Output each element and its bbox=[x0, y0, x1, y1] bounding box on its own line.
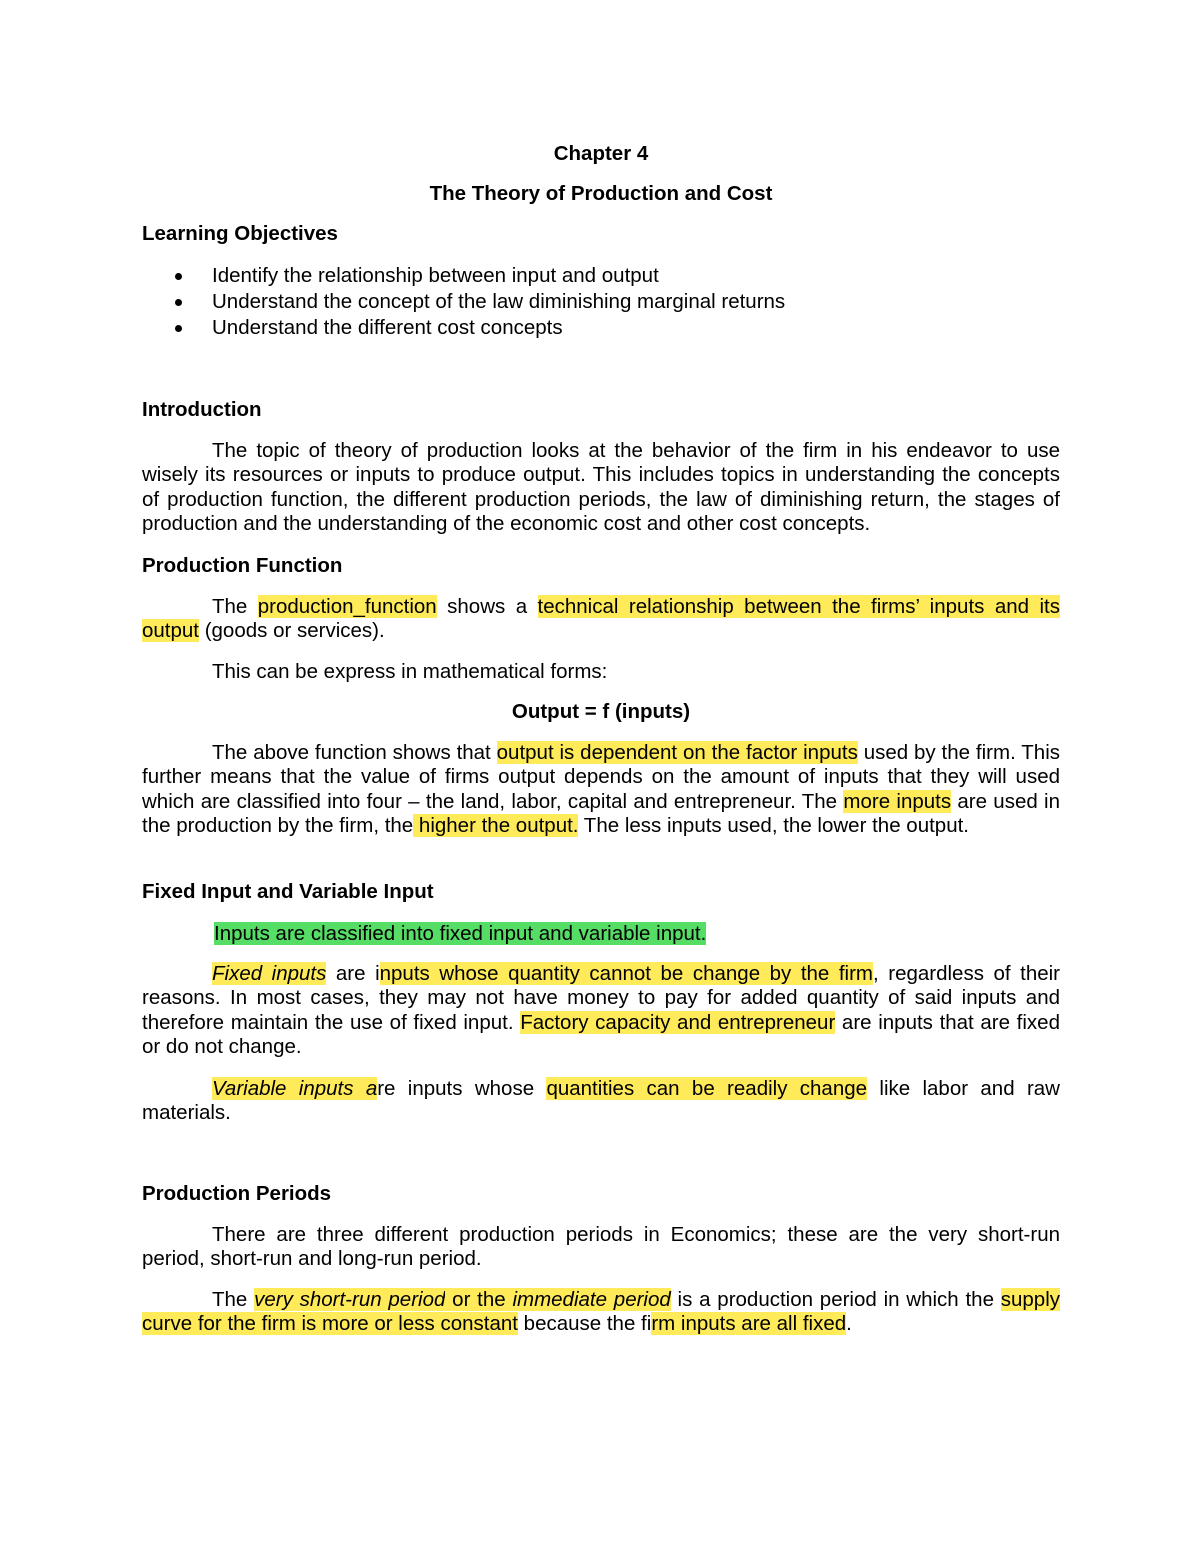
objective-item: Understand the concept of the law diminishing marginal returns bbox=[142, 289, 1060, 315]
document-title: The Theory of Production and Cost bbox=[429, 182, 773, 205]
introduction-paragraph: The topic of theory of production looks at the behavior of the firm in his endeavor to use wisely its resources or inputs to produce output. This includes topics in understanding the concepts of production function, the different production periods, the law of diminishing return, the stages of production and the understanding of the economic cost and other cost concepts. bbox=[142, 439, 1060, 536]
production-periods-heading: Production Periods bbox=[142, 1182, 332, 1205]
bullet-icon bbox=[175, 325, 182, 332]
variable-inputs-paragraph: Variable inputs are inputs whose quantities can be readily change like labor and raw materials. bbox=[142, 1077, 1060, 1125]
objective-item: Identify the relationship between input and output bbox=[142, 263, 1060, 289]
fixed-variable-heading: Fixed Input and Variable Input bbox=[142, 880, 434, 903]
very-short-run-paragraph: The very short-run period or the immediate period is a production period in which the supply curve for the firm is more or less constant because the firm inputs are all fixed. bbox=[142, 1288, 1061, 1336]
production-function-definition: The production_function shows a technical relationship between the firms’ inputs and its output (goods or services). bbox=[142, 595, 1060, 643]
introduction-heading: Introduction bbox=[142, 398, 262, 421]
production-function-heading: Production Function bbox=[142, 554, 343, 577]
learning-objectives-list bbox=[142, 263, 1060, 341]
fixed-inputs-paragraph: Fixed inputs are inputs whose quantity cannot be change by the firm, regardless of their reasons. In most cases, they may not have money to pay for added quantity of said inputs and therefore maintain the use of fixed input. Factory capacity and entrepreneur are inputs that are fixed or do not change. bbox=[142, 962, 1060, 1059]
learning-objectives-heading: Learning Objectives bbox=[142, 222, 338, 245]
production-function-explanation: The above function shows that output is dependent on the factor inputs used by the firm. This further means that the value of firms output depends on the amount of inputs that they will used which are classified into four – the land, labor, capital and entrepreneur. The more inputs are used in the production by the firm, the higher the output. The less inputs used, the lower the output. bbox=[142, 741, 1061, 838]
math-form-intro: This can be express in mathematical forms: bbox=[212, 660, 608, 683]
bullet-icon bbox=[175, 273, 182, 280]
objective-item: Understand the different cost concepts bbox=[142, 315, 1060, 341]
inputs-classification-note: Inputs are classified into fixed input and variable input. bbox=[214, 922, 707, 945]
production-formula: Output = f (inputs) bbox=[511, 700, 691, 723]
chapter-label: Chapter 4 bbox=[553, 142, 649, 165]
production-periods-intro: There are three different production periods in Economics; these are the very short-run period, short-run and long-run period. bbox=[142, 1223, 1060, 1271]
bullet-icon bbox=[175, 299, 182, 306]
